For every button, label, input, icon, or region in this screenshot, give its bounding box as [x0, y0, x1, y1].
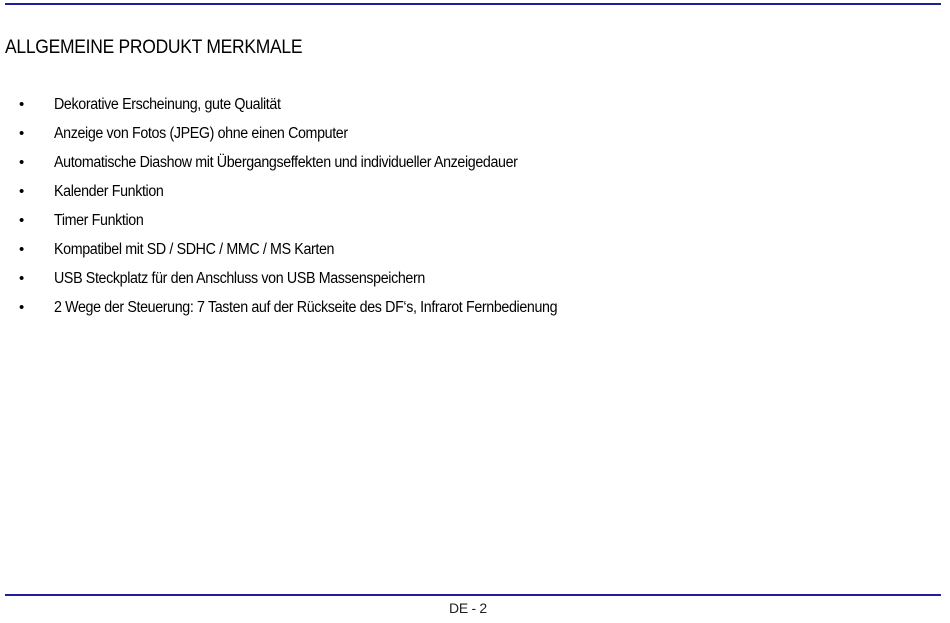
feature-text: Kalender Funktion	[54, 183, 164, 200]
feature-text: USB Steckplatz für den Anschluss von USB Massenspeichern	[54, 270, 425, 287]
page-number: DE - 2	[449, 600, 487, 616]
bullet-icon: •	[19, 212, 25, 229]
feature-text: Dekorative Erscheinung, gute Qualität	[54, 96, 281, 113]
bullet-icon: •	[19, 299, 25, 316]
bullet-icon: •	[19, 125, 25, 142]
feature-text: Automatische Diashow mit Übergangseffekten und individueller Anzeigedauer	[54, 154, 518, 171]
feature-text: Anzeige von Fotos (JPEG) ohne einen Computer	[54, 125, 348, 142]
feature-text: Kompatibel mit SD / SDHC / MMC / MS Karten	[54, 241, 335, 258]
bullet-icon: •	[19, 183, 25, 200]
feature-text: Timer Funktion	[54, 212, 144, 229]
footer-rule	[5, 594, 941, 596]
bullet-icon: •	[19, 270, 25, 287]
bullet-icon: •	[19, 96, 25, 113]
bullet-icon: •	[19, 241, 25, 258]
section-heading: ALLGEMEINE PRODUKT MERKMALE	[5, 37, 303, 58]
bullet-icon: •	[19, 154, 25, 171]
header-rule	[5, 3, 941, 5]
feature-text: 2 Wege der Steuerung: 7 Tasten auf der Rückseite des DF‘s, Infrarot Fernbedienung	[54, 299, 558, 316]
